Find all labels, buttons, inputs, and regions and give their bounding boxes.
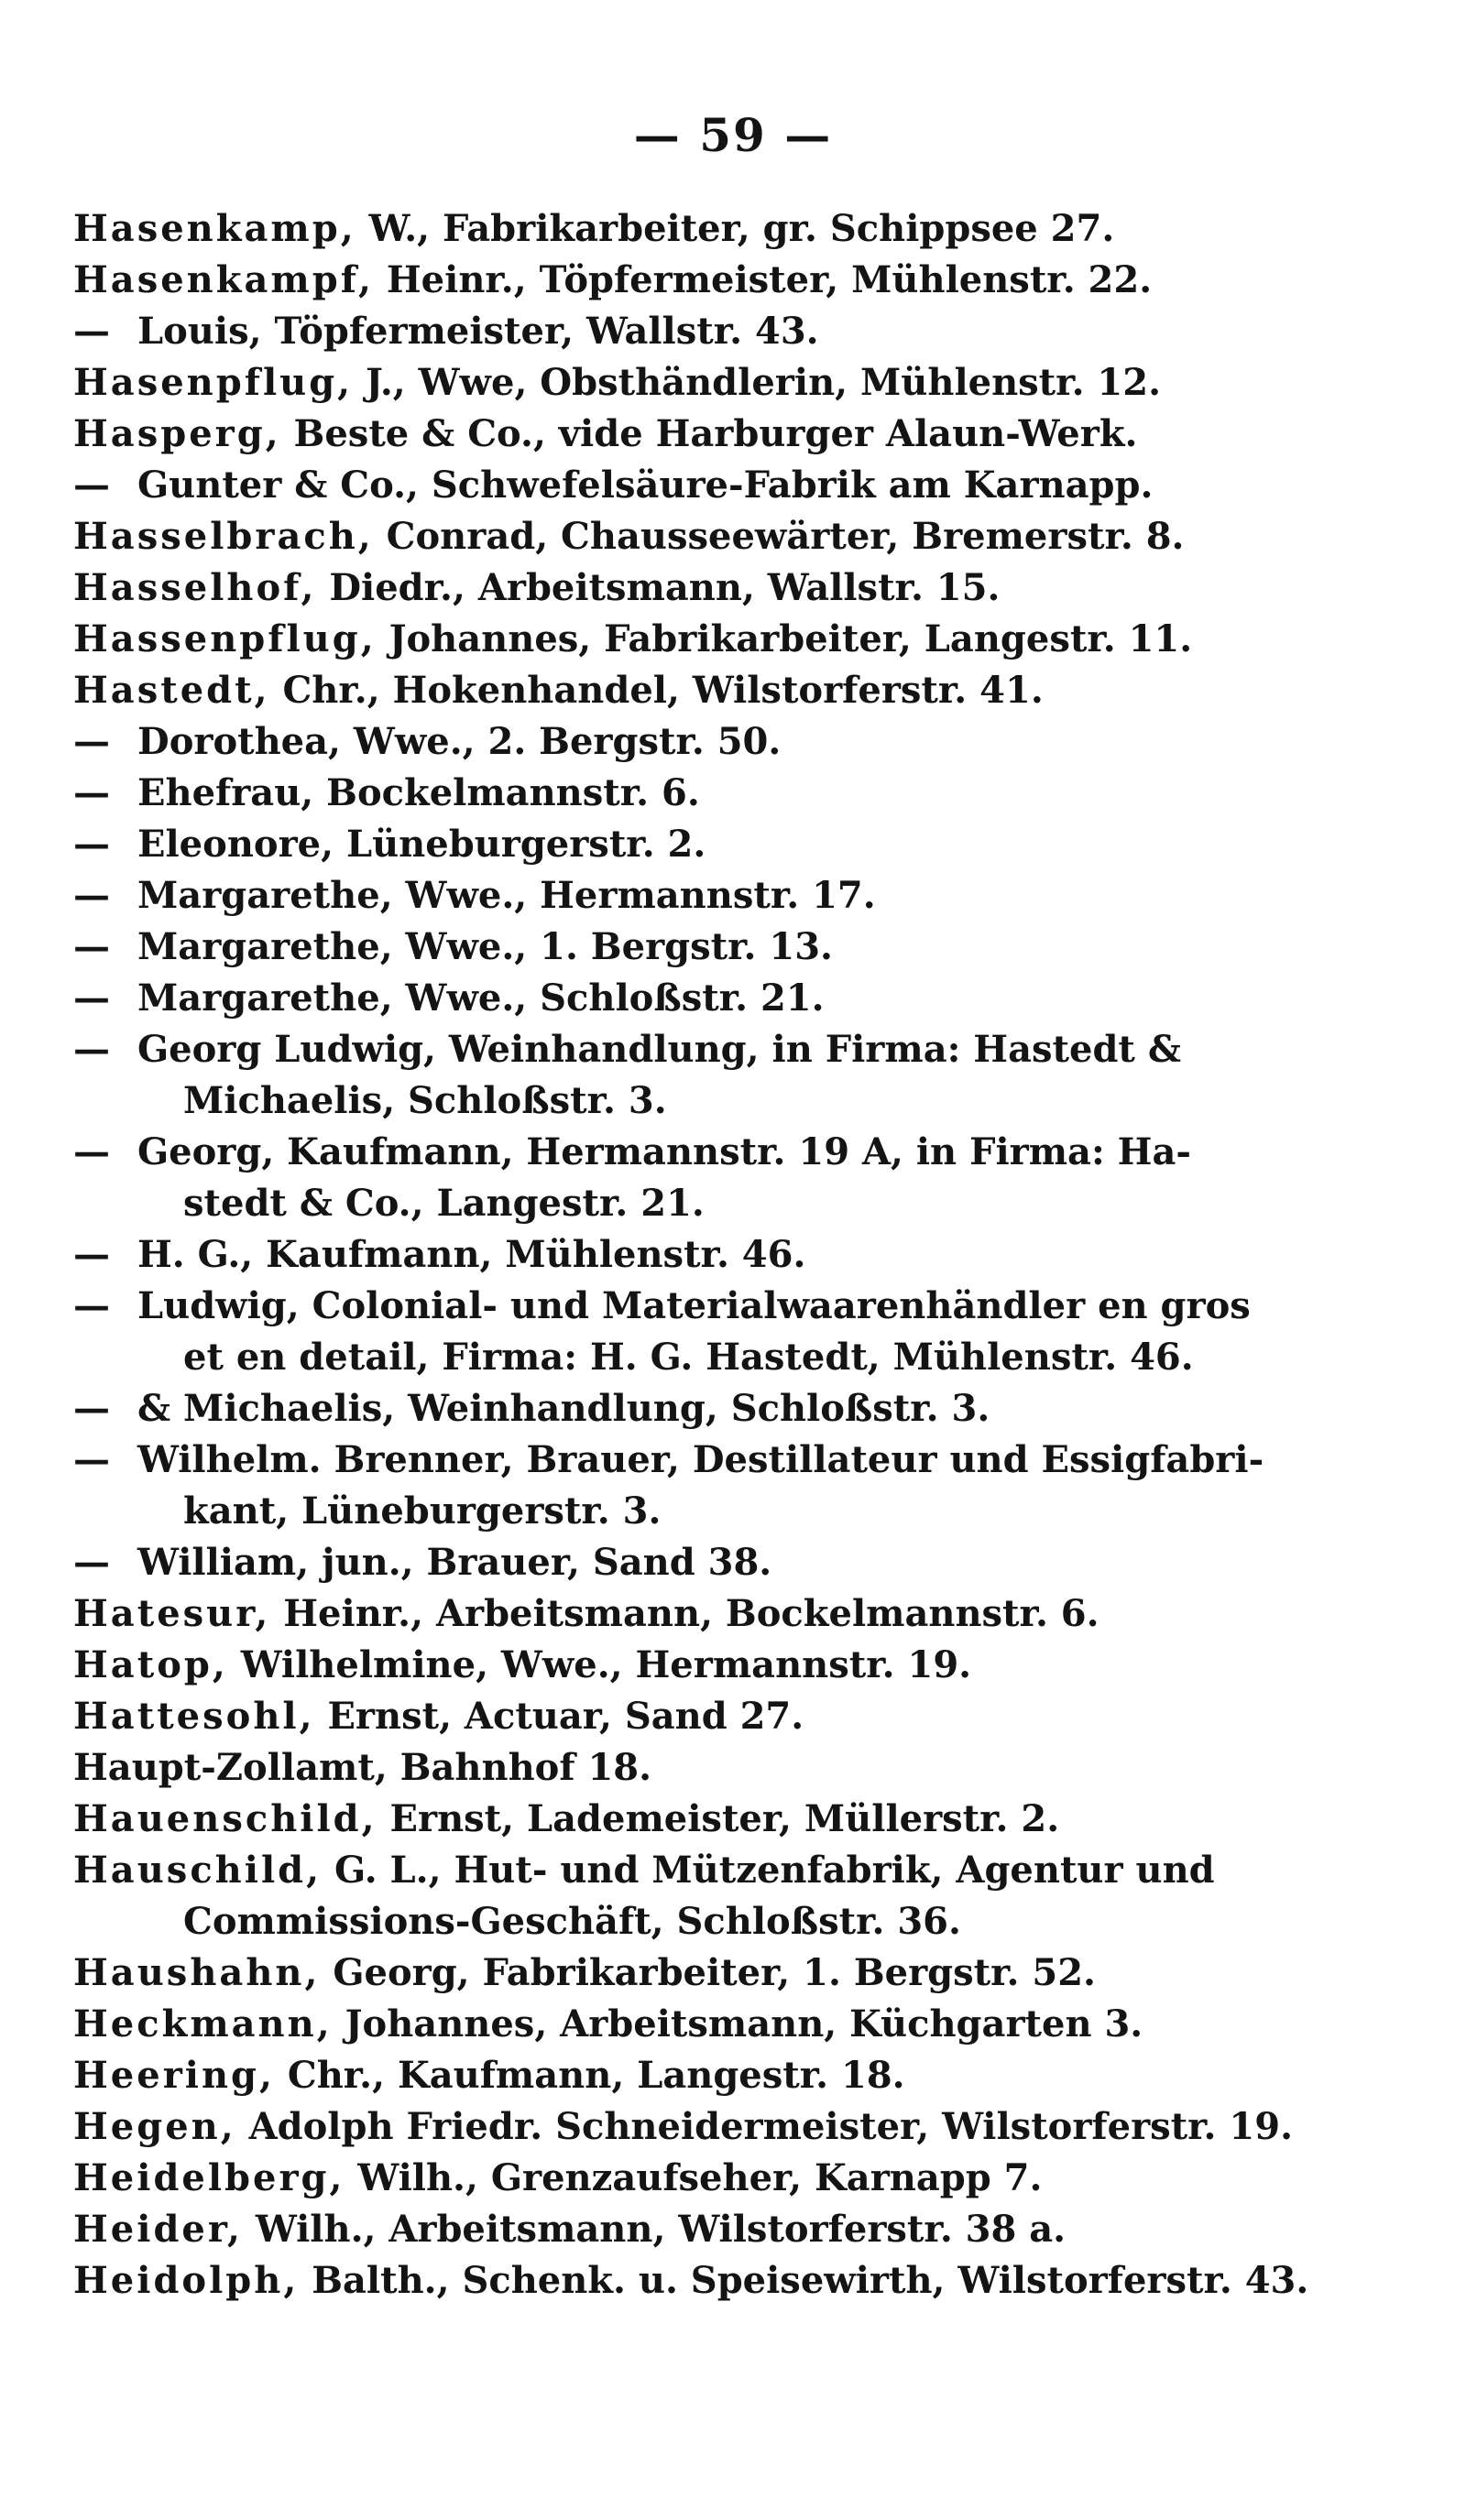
entry-text: W., Fabrikarbeiter, gr. Schippsee 27. [356, 207, 1115, 250]
entry-text: Georg, Fabrikarbeiter, 1. Bergstr. 52. [320, 1951, 1096, 1994]
directory-entry [73, 1383, 1264, 1435]
entry-line [73, 976, 825, 1020]
ditto-dash: — [73, 925, 110, 968]
entry-line [73, 1592, 1100, 1635]
entry-text: Margarethe, Wwe., Schloßstr. 21. [137, 976, 825, 1020]
entry-text: Wilhelmine, Wwe., Hermannstr. 19. [227, 1643, 972, 1686]
directory-entry [73, 1999, 1264, 2050]
entry-surname: Heckmann, [73, 2002, 333, 2045]
entry-surname: Hasenkamp, [73, 207, 356, 250]
directory-entry [73, 1794, 1264, 1845]
entry-text: Ludwig, Colonial- und Materialwaarenhändler en gros [137, 1284, 1251, 1327]
entry-line [73, 2002, 1143, 2045]
entry-text: Georg Ludwig, Weinhandlung, in Firma: Hastedt & [137, 1028, 1181, 1071]
directory-entry [73, 2255, 1309, 2307]
directory-entry [73, 614, 1264, 665]
entry-text: Wilhelm. Brenner, Brauer, Destillateur und Essigfabri- [137, 1438, 1264, 1481]
entry-line [73, 771, 700, 814]
entry-text: J., Wwe, Obsthändlerin, Mühlenstr. 12. [353, 361, 1162, 404]
entry-surname: Hatop, [73, 1643, 228, 1686]
directory-entry [73, 870, 1264, 922]
directory-entry [73, 409, 1264, 460]
directory-entry [73, 2101, 1293, 2153]
entry-surname: Hastedt, [73, 669, 270, 712]
entry-surname: Hegen, [73, 2105, 236, 2148]
entry-surname: Heider, [73, 2208, 243, 2251]
directory-entry [73, 2204, 1264, 2255]
directory-entry [73, 1537, 1264, 1588]
entry-line [73, 669, 1044, 712]
entry-text: William, jun., Brauer, Sand 38. [137, 1541, 772, 1584]
entry-text: Johannes, Fabrikarbeiter, Langestr. 11. [376, 617, 1193, 660]
entry-line [73, 1746, 651, 1789]
entry-text: Heinr., Arbeitsmann, Bockelmannstr. 6. [270, 1592, 1100, 1635]
ditto-dash: — [73, 1438, 110, 1481]
entry-continuation: Michaelis, Schloßstr. 3. [183, 1079, 667, 1122]
directory-entry [73, 511, 1264, 562]
directory-entry [73, 1691, 1264, 1742]
entry-line [73, 2208, 1066, 2251]
entry-line [73, 1028, 1181, 1071]
ditto-dash: — [73, 464, 110, 507]
directory-entry [73, 1435, 1264, 1537]
entry-text: & Michaelis, Weinhandlung, Schloßstr. 3. [137, 1387, 990, 1430]
ditto-dash: — [73, 976, 110, 1020]
directory-entry [73, 2050, 1264, 2101]
entry-line [73, 1541, 771, 1584]
entry-text: Beste & Co., vide Harburger Alaun-Werk. [280, 412, 1138, 455]
directory-entry [73, 562, 1264, 614]
directory-entry [73, 922, 1264, 973]
entry-text: Balth., Schenk. u. Speisewirth, Wilstorferstr. 43. [299, 2259, 1309, 2302]
entry-line [73, 207, 1114, 250]
entry-line [73, 258, 1152, 301]
entry-text: H. G., Kaufmann, Mühlenstr. 46. [137, 1233, 806, 1276]
entry-line [73, 1130, 1191, 1173]
entry-surname: Hasenpflug, [73, 361, 354, 404]
directory-entry [73, 1640, 1264, 1691]
ditto-dash: — [73, 1028, 110, 1071]
entry-line [73, 925, 833, 968]
entry-text: Margarethe, Wwe., Hermannstr. 17. [137, 874, 876, 917]
ditto-dash: — [73, 874, 110, 917]
directory-entry [73, 819, 1264, 870]
entry-text: Ernst, Actuar, Sand 27. [314, 1695, 804, 1738]
entry-text: Conrad, Chausseewärter, Bremerstr. 8. [373, 515, 1185, 558]
directory-entry [73, 1588, 1264, 1640]
entry-text: Ehefrau, Bockelmannstr. 6. [137, 771, 700, 814]
entry-continuation: kant, Lüneburgerstr. 3. [183, 1489, 662, 1533]
entry-surname: Hatesur, [73, 1592, 271, 1635]
entry-surname: Hassenpflug, [73, 617, 377, 660]
directory-entry [73, 716, 1264, 768]
entry-surname: Hasselbrach, [73, 515, 374, 558]
directory-entry [73, 460, 1264, 511]
entry-surname: Hasenkampf, [73, 258, 374, 301]
entry-line [73, 1284, 1251, 1327]
entry-line [73, 2105, 1293, 2148]
entry-text: Johannes, Arbeitsmann, Küchgarten 3. [332, 2002, 1143, 2045]
directory-entry [73, 1742, 1264, 1794]
directory-entry [73, 1024, 1264, 1127]
directory-entries [73, 203, 1309, 2307]
entry-line [73, 1233, 805, 1276]
entry-text: Gunter & Co., Schwefelsäure-Fabrik am Karnapp. [137, 464, 1154, 507]
ditto-dash: — [73, 771, 110, 814]
entry-surname: Haushahn, [73, 1951, 321, 1994]
ditto-dash: — [73, 823, 110, 866]
entry-continuation: et en detail, Firma: H. G. Hastedt, Mühlenstr. 46. [183, 1336, 1194, 1379]
entry-surname: Heidolph, [73, 2259, 300, 2302]
entry-text: Wilh., Arbeitsmann, Wilstorferstr. 38 a. [242, 2208, 1067, 2251]
directory-entry [73, 1947, 1264, 1999]
entry-text: Louis, Töpfermeister, Wallstr. 43. [137, 310, 819, 353]
entry-line [73, 464, 1153, 507]
entry-line [73, 2054, 905, 2097]
entry-line [73, 515, 1184, 558]
ditto-dash: — [73, 1130, 110, 1173]
directory-entry [73, 1229, 1264, 1281]
entry-continuation: Commissions-Geschäft, Schloßstr. 36. [183, 1900, 961, 1943]
ditto-dash: — [73, 1284, 110, 1327]
entry-text: Heinr., Töpfermeister, Mühlenstr. 22. [373, 258, 1153, 301]
entry-text: Chr., Kaufmann, Langestr. 18. [274, 2054, 905, 2097]
directory-entry [73, 306, 1264, 357]
directory-entry [73, 203, 1264, 255]
entry-line [73, 2156, 1042, 2199]
entry-line [73, 412, 1137, 455]
entry-line [73, 720, 781, 763]
entry-line [73, 1438, 1264, 1481]
entry-line [73, 1849, 1215, 1892]
entry-line [73, 1797, 1059, 1840]
entry-text: Ernst, Lademeister, Müllerstr. 2. [377, 1797, 1060, 1840]
entry-line [73, 874, 876, 917]
ditto-dash: — [73, 720, 110, 763]
directory-entry [73, 357, 1264, 409]
directory-entry [73, 255, 1264, 306]
entry-text: Wilh., Grenzaufseher, Karnapp 7. [345, 2156, 1043, 2199]
entry-line [73, 361, 1161, 404]
directory-entry [73, 1127, 1264, 1229]
entry-line [73, 1695, 804, 1738]
entry-surname: Hauenschild, [73, 1797, 377, 1840]
ditto-dash: — [73, 1387, 110, 1430]
entry-line [73, 617, 1192, 660]
entry-text: Margarethe, Wwe., 1. Bergstr. 13. [137, 925, 833, 968]
entry-text: Adolph Friedr. Schneidermeister, Wilstorferstr. 19. [235, 2105, 1293, 2148]
entry-line [73, 1387, 990, 1430]
entry-line [73, 1951, 1096, 1994]
entry-text: Georg, Kaufmann, Hermannstr. 19 A, in Firma: Ha- [137, 1130, 1191, 1173]
entry-surname: Heering, [73, 2054, 275, 2097]
entry-line [73, 1643, 971, 1686]
entry-surname: Hauschild, [73, 1849, 323, 1892]
directory-entry [73, 1281, 1264, 1383]
entry-surname: Hasperg, [73, 412, 281, 455]
entry-text: Haupt-Zollamt, Bahnhof 18. [73, 1746, 652, 1789]
entry-continuation: stedt & Co., Langestr. 21. [183, 1182, 705, 1225]
page-number: — 59 — [633, 108, 833, 162]
ditto-dash: — [73, 1541, 110, 1584]
directory-entry [73, 768, 1264, 819]
entry-text: Eleonore, Lüneburgerstr. 2. [137, 823, 706, 866]
directory-entry [73, 2153, 1264, 2204]
entry-text: Chr., Hokenhandel, Wilstorferstr. 41. [269, 669, 1044, 712]
entry-text: Diedr., Arbeitsmann, Wallstr. 15. [316, 566, 1001, 609]
entry-text: G. L., Hut- und Mützenfabrik, Agentur und [322, 1849, 1215, 1892]
ditto-dash: — [73, 1233, 110, 1276]
entry-surname: Hattesohl, [73, 1695, 315, 1738]
entry-line [73, 566, 1000, 609]
entry-surname: Hasselhof, [73, 566, 317, 609]
entry-line [73, 823, 706, 866]
directory-entry [73, 973, 1264, 1024]
directory-entry [73, 1845, 1264, 1947]
entry-surname: Heidelberg, [73, 2156, 345, 2199]
entry-text: Dorothea, Wwe., 2. Bergstr. 50. [137, 720, 782, 763]
entry-line [73, 310, 819, 353]
directory-entry [73, 665, 1264, 716]
entry-line [73, 2259, 1308, 2302]
ditto-dash: — [73, 310, 110, 353]
